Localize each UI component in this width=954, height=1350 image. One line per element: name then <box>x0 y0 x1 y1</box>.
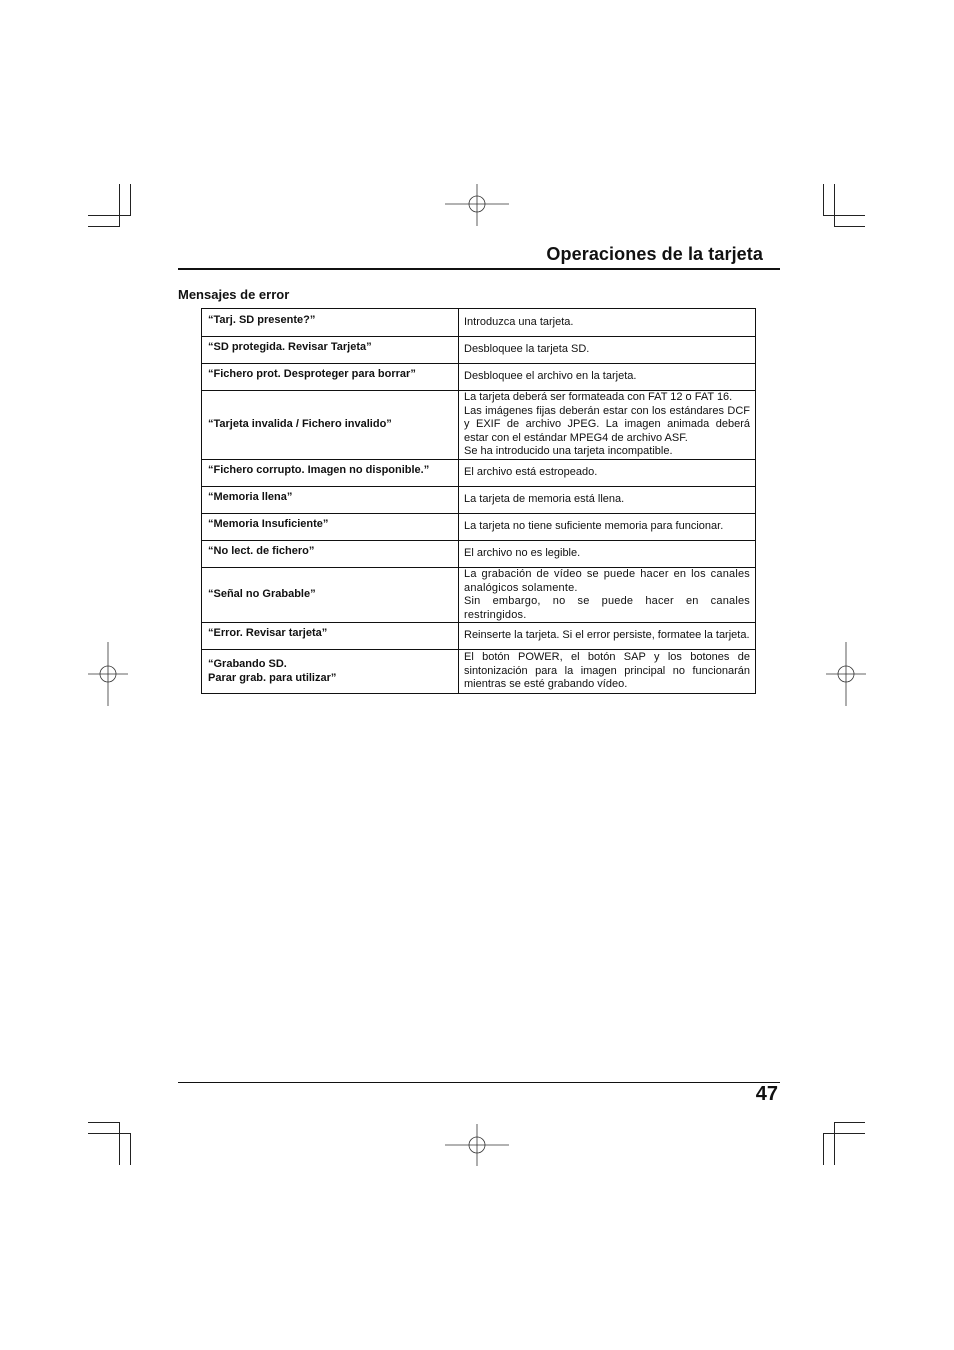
error-message-cell: “Tarjeta invalida / Fichero invalido” <box>202 391 459 460</box>
registration-mark-icon <box>445 1124 509 1166</box>
error-message-cell: “Fichero corrupto. Imagen no disponible.” <box>202 460 459 487</box>
error-message-cell: “Memoria llena” <box>202 487 459 514</box>
error-description-cell: La tarjeta deberá ser formateada con FAT 12 o FAT 16. Las imágenes fijas deberán estar con los estándares DCF y EXIF de archivo JPEG. La imagen animada deberá estar con el estándar MPEG4 de archivo ASF. Se ha introducido una tarjeta incompatible. <box>459 391 756 460</box>
crop-mark-icon <box>130 184 131 216</box>
error-message-cell: “Tarj. SD presente?” <box>202 309 459 337</box>
crop-mark-icon <box>823 215 865 216</box>
page-number: 47 <box>755 1083 778 1105</box>
error-message-cell: “Fichero prot. Desproteger para borrar” <box>202 364 459 391</box>
error-description-cell: El archivo no es legible. <box>459 541 756 568</box>
crop-mark-icon <box>88 226 120 227</box>
crop-mark-icon <box>823 1133 865 1134</box>
crop-mark-icon <box>834 1122 865 1123</box>
registration-mark-icon <box>445 184 509 226</box>
footer-divider <box>178 1082 780 1083</box>
crop-mark-icon <box>88 1122 120 1123</box>
error-messages-table <box>201 308 756 694</box>
crop-mark-icon <box>834 1122 835 1165</box>
crop-mark-icon <box>88 215 131 216</box>
page-title: Operaciones de la tarjeta <box>546 244 763 264</box>
crop-mark-icon <box>88 1133 131 1134</box>
table-row <box>202 337 756 364</box>
error-description-cell: Desbloquee la tarjeta SD. <box>459 337 756 364</box>
table-row <box>202 460 756 487</box>
section-title: Mensajes de error <box>178 287 290 302</box>
error-description-cell: La tarjeta de memoria está llena. <box>459 487 756 514</box>
error-description-cell: Introduzca una tarjeta. <box>459 309 756 337</box>
registration-mark-icon <box>826 642 866 706</box>
crop-mark-icon <box>834 226 865 227</box>
table-row <box>202 568 756 623</box>
crop-mark-icon <box>834 184 835 227</box>
crop-mark-icon <box>119 184 120 227</box>
error-message-cell: “Memoria Insuficiente” <box>202 514 459 541</box>
error-message-cell: “SD protegida. Revisar Tarjeta” <box>202 337 459 364</box>
crop-mark-icon <box>130 1133 131 1165</box>
error-description-cell: Desbloquee el archivo en la tarjeta. <box>459 364 756 391</box>
error-message-cell: “No lect. de fichero” <box>202 541 459 568</box>
error-description-cell: El botón POWER, el botón SAP y los botones de sintonización para la imagen principal no funcionarán mientras se esté grabando vídeo. <box>459 650 756 694</box>
error-description-cell: La tarjeta no tiene suficiente memoria para funcionar. <box>459 514 756 541</box>
title-divider <box>178 268 780 270</box>
error-description-cell: El archivo está estropeado. <box>459 460 756 487</box>
registration-mark-icon <box>88 642 128 706</box>
table-row <box>202 514 756 541</box>
error-message-cell: “Error. Revisar tarjeta” <box>202 623 459 650</box>
crop-mark-icon <box>823 1133 824 1165</box>
crop-mark-icon <box>119 1122 120 1165</box>
error-message-cell: “Grabando SD. Parar grab. para utilizar” <box>202 650 459 694</box>
crop-mark-icon <box>823 184 824 216</box>
error-description-cell: Reinserte la tarjeta. Si el error persiste, formatee la tarjeta. <box>459 623 756 650</box>
error-message-cell: “Señal no Grabable” <box>202 568 459 623</box>
table-row <box>202 650 756 694</box>
table-row <box>202 623 756 650</box>
error-description-cell: La grabación de vídeo se puede hacer en los canales analógicos solamente. Sin embargo, no se puede hacer en canales restringidos. <box>459 568 756 623</box>
table-row <box>202 541 756 568</box>
table-row <box>202 487 756 514</box>
table-row <box>202 309 756 337</box>
table-row <box>202 364 756 391</box>
table-row <box>202 391 756 460</box>
